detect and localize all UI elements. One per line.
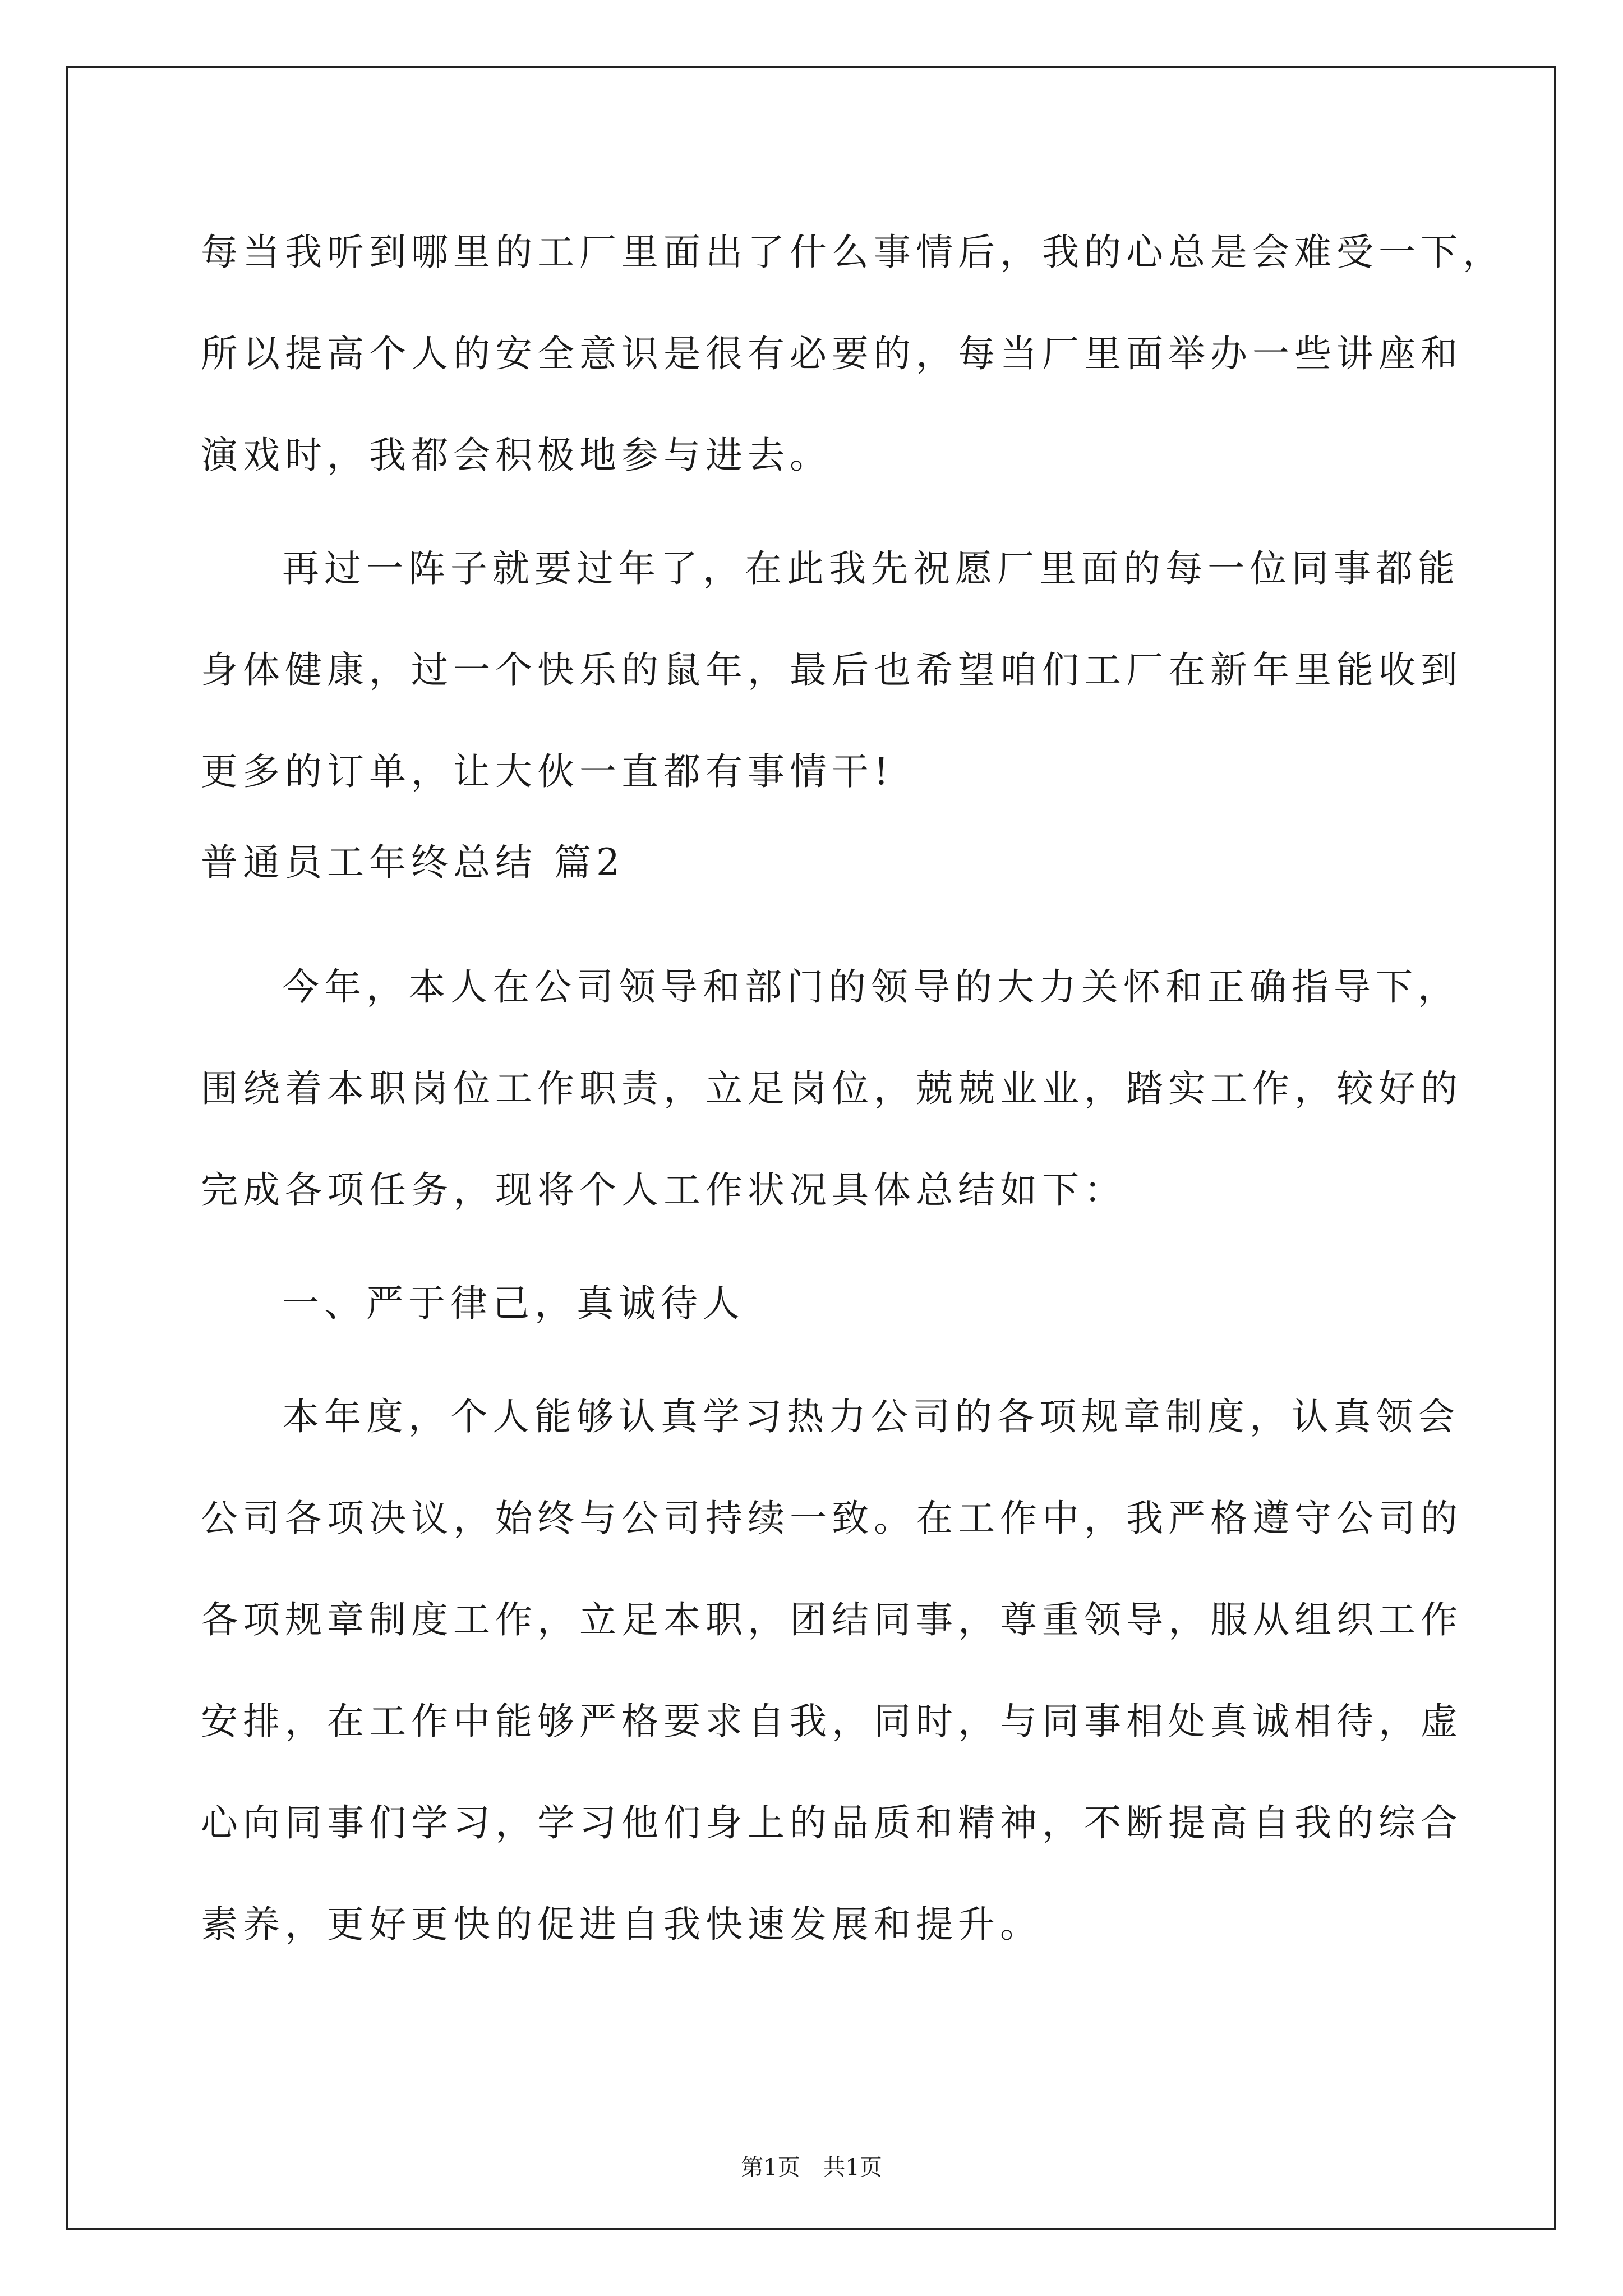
section-paragraph-3-line-1: 本年度，个人能够认真学习热力公司的各项规章制度，认真领会 xyxy=(282,1395,1460,1438)
subheading-1: 一、严于律己，真诚待人 xyxy=(282,1282,745,1325)
page-footer xyxy=(0,2150,1623,2182)
section-paragraph-3-line-3: 各项规章制度工作，立足本职，团结同事，尊重领导，服从组织工作 xyxy=(201,1598,1463,1641)
page-number: 第1页 xyxy=(741,2155,800,2180)
page-total: 共1页 xyxy=(823,2155,882,2180)
section-paragraph-3-line-2: 公司各项决议，始终与公司持续一致。在工作中，我严格遵守公司的 xyxy=(201,1497,1463,1540)
section-paragraph-3-line-4: 安排，在工作中能够严格要求自我，同时，与同事相处真诚相待，虚 xyxy=(201,1700,1463,1743)
paragraph-2-line-1: 再过一阵子就要过年了，在此我先祝愿厂里面的每一位同事都能 xyxy=(282,547,1460,590)
section-paragraph-3-line-6: 素养，更好更快的促进自我快速发展和提升。 xyxy=(201,1903,1042,1946)
paragraph-2-line-2: 身体健康，过一个快乐的鼠年，最后也希望咱们工厂在新年里能收到 xyxy=(201,648,1463,692)
section-title: 普通员工年终总结 篇2 xyxy=(201,841,625,884)
paragraph-1-line-2: 所以提高个人的安全意识是很有必要的，每当厂里面举办一些讲座和 xyxy=(201,332,1463,375)
section-paragraph-1-line-3: 完成各项任务，现将个人工作状况具体总结如下： xyxy=(201,1168,1126,1212)
section-paragraph-1-line-2: 围绕着本职岗位工作职责，立足岗位，兢兢业业，踏实工作，较好的 xyxy=(201,1067,1463,1110)
paragraph-2-line-3: 更多的订单，让大伙一直都有事情干! xyxy=(201,750,894,793)
section-paragraph-3-line-5: 心向同事们学习，学习他们身上的品质和精神，不断提高自我的综合 xyxy=(201,1801,1463,1844)
section-paragraph-1-line-1: 今年，本人在公司领导和部门的领导的大力关怀和正确指导下， xyxy=(282,965,1460,1009)
paragraph-1-line-3: 演戏时，我都会积极地参与进去。 xyxy=(201,434,832,477)
paragraph-1-line-1: 每当我听到哪里的工厂里面出了什么事情后，我的心总是会难受一下， xyxy=(201,231,1505,274)
